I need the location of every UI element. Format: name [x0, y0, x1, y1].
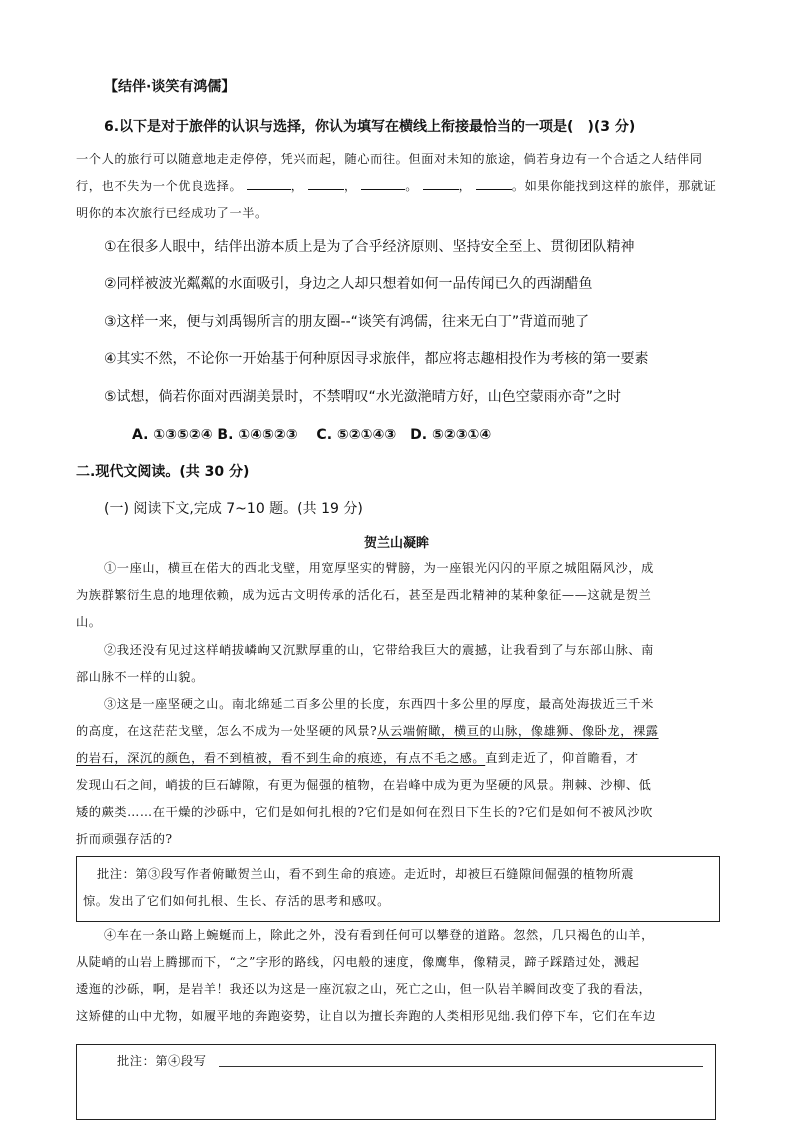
paragraph-line: 为族群繁衍生息的地理依赖，成为远古文明传承的活化石，甚至是西北精神的某种象征——这就是贺兰 — [76, 588, 652, 602]
question-6-passage — [76, 146, 724, 227]
annotation-box-3 — [76, 856, 720, 922]
option-5: ⑤试想，倘若你面对西湖美景时，不禁喟叹“水光潋滟晴方好，山色空蒙雨亦奇”之时 — [104, 389, 622, 405]
passage-comma-3: ， — [458, 179, 472, 193]
answer-choices: A. ①③⑤②④ B. ①④⑤②③ C. ⑤②①④③ D. ⑤②③①④ — [132, 427, 492, 443]
paragraph-text: 的高度，在这茫茫戈壁，怎么不成为一处坚硬的风景? — [76, 724, 378, 738]
option-1: ①在很多人眼中，结伴出游本质上是为了合乎经济原则、坚持安全至上、贯彻团队精神 — [104, 239, 635, 255]
passage-comma-2: ， — [344, 179, 357, 193]
passage-text-2: 。如果你能找到这样的旅伴，那就证明你的本次旅行已经成功了一半。 — [76, 179, 717, 220]
paragraph-3 — [104, 691, 724, 718]
paragraph-line: 这矫健的山中尤物，如履平地的奔跑姿势，让自以为擅长奔跑的人类相形见绌.我们停下车，它们在车边 — [76, 1009, 656, 1023]
paragraph-line: ①一座山，横亘在偌大的西北戈壁，用宽厚坚实的臂膀，为一座银光闪闪的平原之城阻隔风沙，成 — [104, 561, 654, 575]
paragraph-3-cont — [76, 718, 724, 853]
section-heading: 【结伴·谈笑有鸿儒】 — [104, 79, 236, 95]
paragraph-line: 发现山石之间，峭拔的巨石罅隙，有更为倔强的植物，在岩峰中成为更为坚硬的风景。荆棘、沙柳、低 — [76, 778, 652, 792]
paragraph-2 — [104, 637, 724, 664]
paragraph-line: 逶迤的沙砾，啊，是岩羊！我还以为这是一座沉寂之山，死亡之山，但一队岩羊瞬间改变了我的看法， — [76, 982, 652, 996]
paragraph-line: 部山脉不一样的山貌。 — [76, 670, 204, 684]
paragraph-text: 直到走近了，仰首瞻看，才 — [485, 751, 639, 765]
paragraph-2-cont — [76, 664, 724, 691]
option-2: ②同样被波光粼粼的水面吸引，身边之人却只想着如何一品传闻已久的西湖醋鱼 — [104, 276, 593, 292]
annotation-3-text — [83, 861, 709, 915]
part-2-subheading: (一) 阅读下文,完成 7~10 题。(共 19 分) — [104, 501, 363, 517]
passage-period: 。 — [405, 179, 419, 193]
paragraph-4 — [76, 922, 724, 1030]
paragraph-line: 矮的蕨类……在干燥的沙砾中，它们是如何扎根的?它们是如何在烈日下生长的?它们是如何不被风沙吹 — [76, 805, 653, 819]
paragraph-line: 山。 — [76, 615, 102, 629]
option-4: ④其实不然，不论你一开始基于何种原因寻求旅伴，都应将志趣相投作为考核的第一要素 — [104, 351, 649, 367]
paragraph-line: ④车在一条山路上蜿蜒而上，除此之外，没有看到任何可以攀登的道路。忽然，几只褐色的山羊， — [104, 928, 654, 942]
annotation-box-4[interactable] — [76, 1044, 716, 1120]
answer-blank-1[interactable] — [247, 177, 291, 190]
answer-blank-2[interactable] — [308, 177, 344, 190]
annotation-line: 批注：第③段写作者俯瞰贺兰山，看不到生命的痕迹。走近时，却被巨石缝隙间倔强的植物所震 — [97, 867, 635, 881]
paragraph-1-cont — [76, 582, 724, 636]
underlined-sentence: 的岩石，深沉的颜色，看不到植被，看不到生命的痕迹，有点不毛之感。 — [76, 751, 486, 765]
annotation-4-label: 批注：第④段写 — [117, 1054, 207, 1068]
answer-blank-3[interactable] — [361, 177, 405, 190]
answer-blank-5[interactable] — [476, 177, 512, 190]
paragraph-line — [76, 745, 724, 772]
essay-title: 贺兰山凝眸 — [363, 536, 429, 551]
part-2-heading: 二.现代文阅读。(共 30 分) — [76, 464, 250, 480]
passage-text-1: 一个人的旅行可以随意地走走停停，凭兴而起，随心而往。但面对未知的旅途，倘若身边有一个合适之人结伴同行，也不失为一个优良选择。 — [76, 152, 703, 193]
underlined-sentence: 从云端俯瞰，横亘的山脉，像雄狮、像卧龙，裸露 — [377, 724, 659, 738]
paragraph-line: 从陡峭的山岩上腾挪而下，“之”字形的路线，闪电般的速度，像鹰隼，像精灵，蹄子踩踏过处，溅起 — [76, 955, 640, 969]
paragraph-line: ③这是一座坚硬之山。南北绵延二百多公里的长度，东西四十多公里的厚度，最高处海拔近三千米 — [104, 697, 654, 711]
annotation-line: 惊。发出了它们如何扎根、生长、存活的思考和感叹。 — [83, 894, 390, 908]
annotation-4-answer-line[interactable] — [219, 1066, 703, 1067]
passage-comma-1: ， — [290, 179, 304, 193]
option-3: ③这样一来，便与刘禹锡所言的朋友圈--“谈笑有鸿儒，往来无白丁”背道而驰了 — [104, 314, 590, 330]
paragraph-line — [76, 718, 724, 745]
answer-blank-4[interactable] — [423, 177, 459, 190]
paragraph-line: 折而顽强存活的? — [76, 832, 173, 846]
paragraph-1 — [104, 555, 724, 582]
paragraph-line: ②我还没有见过这样峭拔嶙峋又沉默厚重的山，它带给我巨大的震撼，让我看到了与东部山脉、南 — [104, 643, 654, 657]
question-6-stem: 6.以下是对于旅伴的认识与选择，你认为填写在横线上衔接最恰当的一项是( )(3 分) — [104, 119, 636, 135]
